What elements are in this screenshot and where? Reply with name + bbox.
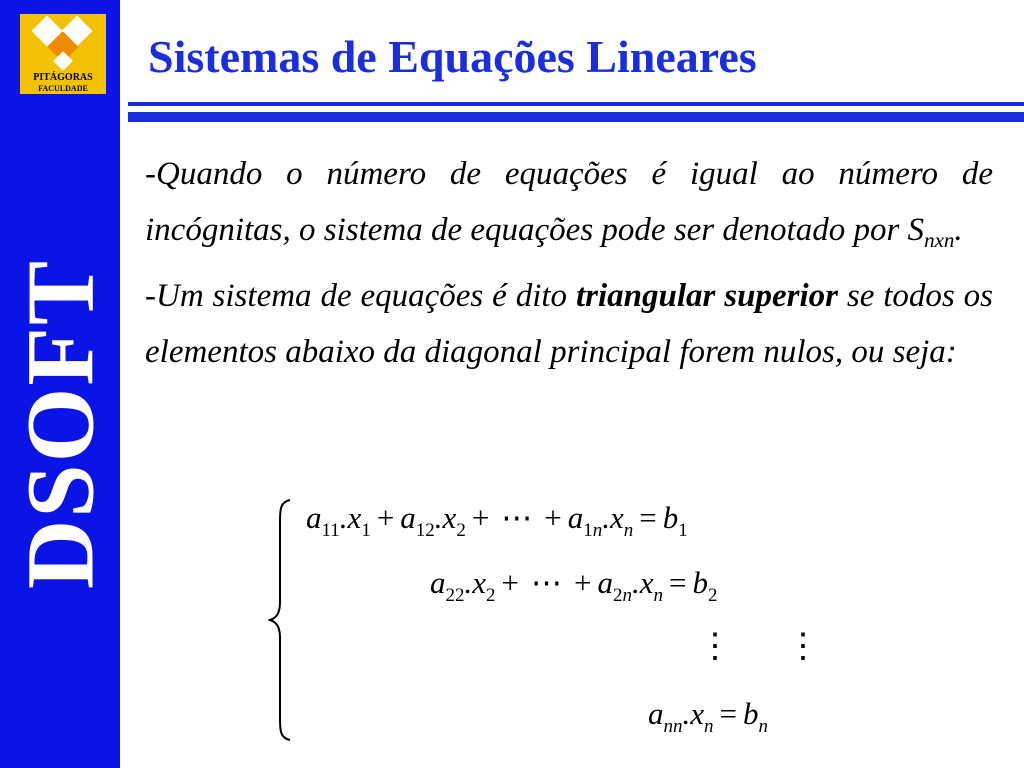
logo-subtitle: FACULDADE	[20, 84, 106, 94]
logo-emblem-icon	[20, 14, 106, 72]
sidebar-brand-text: DSOFT	[6, 258, 114, 590]
vertical-ellipsis-right: ⋮	[786, 628, 820, 665]
term-triangular-superior: triangular superior	[575, 278, 838, 314]
paragraph-triangular	[145, 268, 993, 380]
vertical-ellipsis-left: ⋮	[698, 628, 732, 665]
equation-row-1: $a_{11}.x_1 + a_{12}.x_2$ + ⋯ + $a_{1n}.x_n = b_1$	[306, 500, 688, 541]
left-brace-icon	[268, 498, 292, 742]
paragraph-square-system	[145, 146, 993, 268]
title-divider-thin	[128, 102, 1024, 106]
logo-name: PITÁGORAS	[20, 72, 106, 84]
sidebar	[0, 0, 120, 768]
title-divider-thick	[128, 112, 1024, 122]
slide-title: Sistemas de Equações Lineares	[148, 31, 757, 82]
paragraph-text: -Um sistema de equações é dito	[145, 278, 576, 314]
equation-row-n: $a_{nn}.x_n = b_n$	[648, 696, 768, 737]
paragraph-text: se todos os elementos abaixo da diagonal principal forem nulos, ou seja:	[145, 278, 994, 370]
pitagoras-logo	[20, 14, 106, 100]
paragraph-end: .	[954, 212, 963, 248]
slide-body	[145, 146, 993, 380]
equation-row-2: $a_{22}.x_2$ + ⋯ + $a_{2n}.x_n = b_2$	[430, 565, 718, 606]
paragraph-text: -Quando o número de equações é igual ao número de incógnitas, o sistema de equações pode ser denotado por S	[145, 156, 993, 248]
subscript-nxn: nxn	[924, 228, 955, 252]
